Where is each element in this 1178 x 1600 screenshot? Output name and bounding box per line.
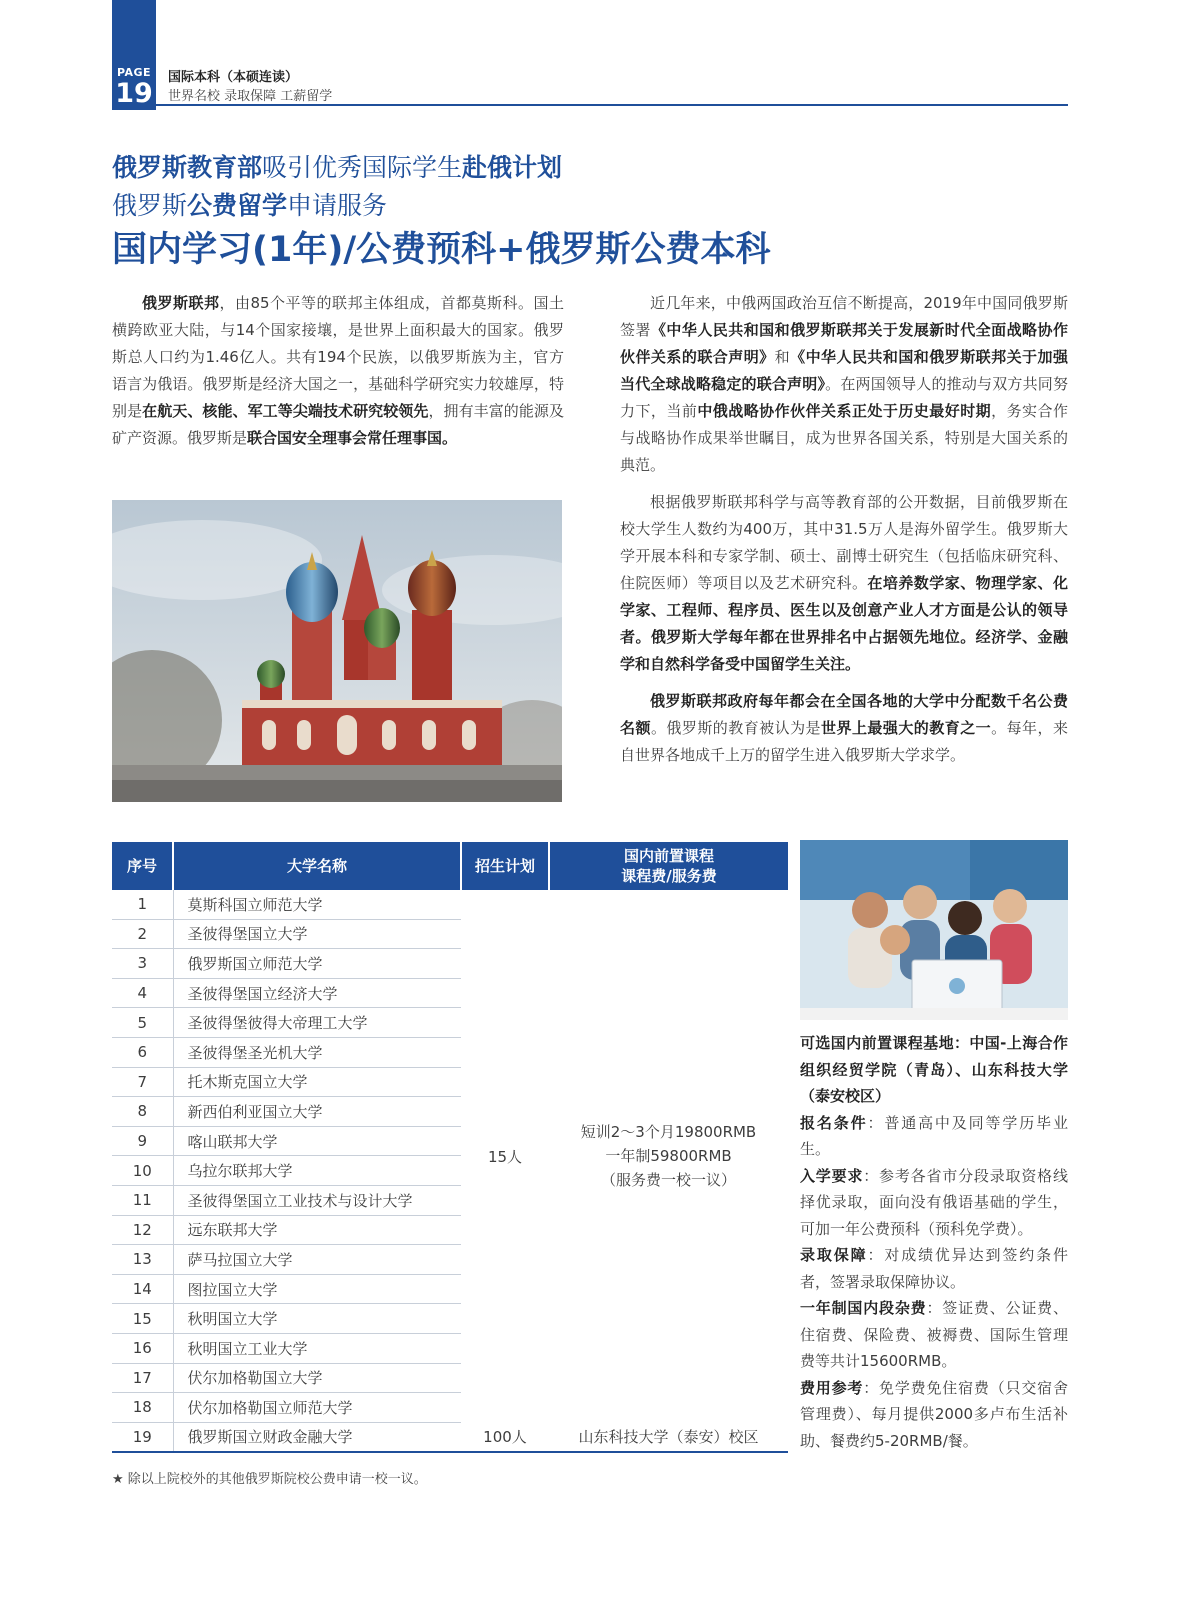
university-name: 喀山联邦大学 [173, 1126, 461, 1156]
fee-header-line-1: 国内前置课程 [623, 847, 714, 865]
row-index: 7 [112, 1067, 173, 1097]
university-name: 新西伯利亚国立大学 [173, 1097, 461, 1127]
intro-text-2: ，拥有丰富的能源及矿产资源。俄罗斯是 [112, 402, 564, 447]
req-text: ：普通高中及同等学历毕业生。 [800, 1113, 1068, 1158]
university-name: 萨马拉国立大学 [173, 1245, 461, 1275]
rel-text-3: 。在两国领导人的推动与双方共同努力下，当前 [620, 375, 1068, 420]
university-name: 图拉国立大学 [173, 1274, 461, 1304]
students-photo [800, 840, 1068, 1020]
row-index: 6 [112, 1037, 173, 1067]
university-name: 托木斯克国立大学 [173, 1067, 461, 1097]
university-name: 圣彼得堡圣光机大学 [173, 1037, 461, 1067]
right-column-text [620, 290, 1068, 779]
req-heading: 报名条件 [800, 1113, 868, 1132]
misc-fees [800, 1295, 1068, 1375]
title-line-1 [112, 148, 562, 184]
university-name: 莫斯科国立师范大学 [173, 890, 461, 919]
quota-text-2: 。每年，来自世界各地成千上万的留学生进入俄罗斯大学求学。 [620, 719, 1068, 764]
title-line-2 [112, 186, 387, 222]
edu-bold-1: 在培养数学家、物理学家、化学家、工程师、程序员、医生以及创意产业人才方面是公认的领导者。俄罗斯大学每年都在世界排名中占据领先地位。经济学、金融学和自然科学备受中国留学生关注。 [620, 574, 1068, 673]
row-index: 15 [112, 1304, 173, 1334]
admission-guarantee [800, 1242, 1068, 1295]
page-number-tab [112, 0, 156, 110]
row-index: 17 [112, 1363, 173, 1393]
table-footnote: ★ 除以上院校外的其他俄罗斯院校公费申请一校一议。 [112, 1472, 427, 1487]
university-name: 圣彼得堡国立经济大学 [173, 978, 461, 1008]
quota-paragraph [620, 688, 1068, 769]
row-index: 3 [112, 949, 173, 979]
university-name: 圣彼得堡国立大学 [173, 919, 461, 949]
header-title: 国际本科（本硕连读） [168, 70, 299, 85]
cost-heading: 费用参考 [800, 1378, 864, 1397]
rel-bold-2: 《中华人民共和国和俄罗斯联邦关于加强当代全球战略稳定的联合声明》 [620, 348, 1068, 393]
intro-lead: 俄罗斯联邦 [142, 294, 220, 312]
row-index: 11 [112, 1185, 173, 1215]
university-name: 伏尔加格勒国立师范大学 [173, 1393, 461, 1423]
row-index: 5 [112, 1008, 173, 1038]
title-1-bold-c: 赴俄计划 [462, 153, 563, 182]
title-1-bold-a: 俄罗斯教育部 [112, 153, 263, 182]
col-header-index: 序号 [112, 842, 173, 890]
cost-reference [800, 1375, 1068, 1455]
row-index: 8 [112, 1097, 173, 1127]
guarantee-heading: 录取保障 [800, 1246, 868, 1264]
title-2-bold: 公费留学 [187, 191, 288, 220]
program-details [800, 1030, 1068, 1454]
university-name: 远东联邦大学 [173, 1215, 461, 1245]
cathedral-photo [112, 500, 562, 802]
university-name: 俄罗斯国立财政金融大学 [173, 1422, 461, 1452]
row-index: 19 [112, 1422, 173, 1452]
intro-bold-1: 在航天、核能、军工等尖端技术研究较领先 [142, 402, 429, 420]
table-row [112, 1422, 788, 1452]
rel-text-2: 和 [774, 348, 791, 366]
university-table [112, 842, 788, 1453]
edu-text-1: 根据俄罗斯联邦科学与高等教育部的公开数据，目前俄罗斯在校大学生人数约为400万，其中31.5万人是海外留学生。俄罗斯大学开展本科和专家学制、硕士、副博士研究生（包括临床研究科、住院医师）等项目以及艺术研究科。 [620, 493, 1068, 592]
quota-bold-1: 俄罗斯联邦政府每年都会在全国各地的大学中分配数千名公费名额 [620, 692, 1068, 737]
russia-intro [112, 290, 564, 452]
group-fee-line-1: 短训2～3个月19800RMB [580, 1123, 757, 1142]
main-headline: 国内学习(1年)/公费预科+俄罗斯公费本科 [112, 230, 771, 270]
header-subtitle: 世界名校 录取保障 工薪留学 [168, 89, 333, 104]
rel-bold-1: 《中华人民共和国和俄罗斯联邦关于发展新时代全面战略协作伙伴关系的联合声明》 [620, 321, 1068, 366]
rel-text-4: ，务实合作与战略协作成果举世瞩目，成为世界各国关系，特别是大国关系的典范。 [620, 402, 1068, 474]
fee-header-line-2: 课程费/服务费 [621, 867, 717, 885]
quota-text-1: 。俄罗斯的教育被认为是 [650, 719, 822, 737]
page-label: PAGE [116, 66, 152, 79]
last-plan: 100人 [461, 1422, 549, 1452]
education-data-paragraph [620, 489, 1068, 678]
university-name: 圣彼得堡国立工业技术与设计大学 [173, 1185, 461, 1215]
quota-bold-2: 世界上最强大的教育之一 [821, 719, 992, 737]
row-index: 13 [112, 1245, 173, 1275]
misc-text: ：签证费、公证费、住宿费、保险费、被褥费、国际生管理费等共计15600RMB。 [800, 1299, 1068, 1370]
guarantee-text: ：对成绩优异达到签约条件者，签署录取保障协议。 [800, 1246, 1068, 1291]
page-number: 19 [115, 78, 153, 109]
row-index: 9 [112, 1126, 173, 1156]
title-2-normal-c: 申请服务 [287, 191, 388, 220]
row-index: 10 [112, 1156, 173, 1186]
university-name: 秋明国立大学 [173, 1304, 461, 1334]
university-name: 俄罗斯国立师范大学 [173, 949, 461, 979]
row-index: 2 [112, 919, 173, 949]
row-index: 12 [112, 1215, 173, 1245]
entry-text: ：参考各省市分段录取资格线择优录取，面向没有俄语基础的学生，可加一年公费预科（预科免学费）。 [800, 1166, 1068, 1238]
title-2-normal-a: 俄罗斯 [112, 191, 188, 220]
rel-bold-3: 中俄战略协作伙伴关系正处于历史最好时期 [697, 402, 992, 420]
row-index: 18 [112, 1393, 173, 1423]
university-name: 伏尔加格勒国立大学 [173, 1363, 461, 1393]
application-requirements [800, 1110, 1068, 1163]
table-row [112, 890, 788, 919]
training-base: 可选国内前置课程基地：中国-上海合作组织经贸学院（青岛）、山东科技大学（泰安校区） [800, 1034, 1068, 1105]
group-fee-line-3: （服务费一校一议） [600, 1171, 736, 1190]
rel-text-1: 近几年来，中俄两国政治互信不断提高，2019年中国同俄罗斯签署 [620, 294, 1068, 339]
group-plan: 15人 [487, 1147, 523, 1166]
last-fee: 山东科技大学（泰安）校区 [549, 1422, 788, 1452]
intro-bold-2: 联合国安全理事会常任理事国。 [247, 429, 458, 447]
relations-paragraph [620, 290, 1068, 479]
row-index: 16 [112, 1333, 173, 1363]
col-header-university: 大学名称 [173, 842, 461, 890]
entry-heading: 入学要求 [800, 1166, 864, 1185]
group-fee [549, 890, 788, 1422]
university-name: 秋明国立工业大学 [173, 1333, 461, 1363]
group-fee-line-2: 一年制59800RMB [605, 1147, 732, 1166]
university-name: 乌拉尔联邦大学 [173, 1156, 461, 1186]
intro-text-1: ，由85个平等的联邦主体组成，首都莫斯科。国土横跨欧亚大陆，与14个国家接壤，是世界上面积最大的国家。俄罗斯总人口约为1.46亿人。共有194个民族，以俄罗斯族为主，官方语言为俄语。俄罗斯是经济大国之一，基础科学研究实力较雄厚，特别是 [112, 294, 564, 420]
cost-text: ：免学费免住宿费（只交宿舍管理费）、每月提供2000多卢布生活补助、餐费约5-20RMB/餐。 [800, 1378, 1068, 1450]
entry-requirements [800, 1163, 1068, 1243]
russia-intro-paragraph [112, 290, 564, 452]
col-header-plan: 招生计划 [461, 842, 549, 890]
misc-heading: 一年制国内段杂费 [800, 1299, 927, 1317]
title-1-normal: 吸引优秀国际学生 [262, 153, 463, 182]
row-index: 14 [112, 1274, 173, 1304]
university-name: 圣彼得堡彼得大帝理工大学 [173, 1008, 461, 1038]
row-index: 4 [112, 978, 173, 1008]
row-index: 1 [112, 890, 173, 919]
col-header-fee [549, 842, 788, 890]
header-divider [156, 104, 1068, 106]
